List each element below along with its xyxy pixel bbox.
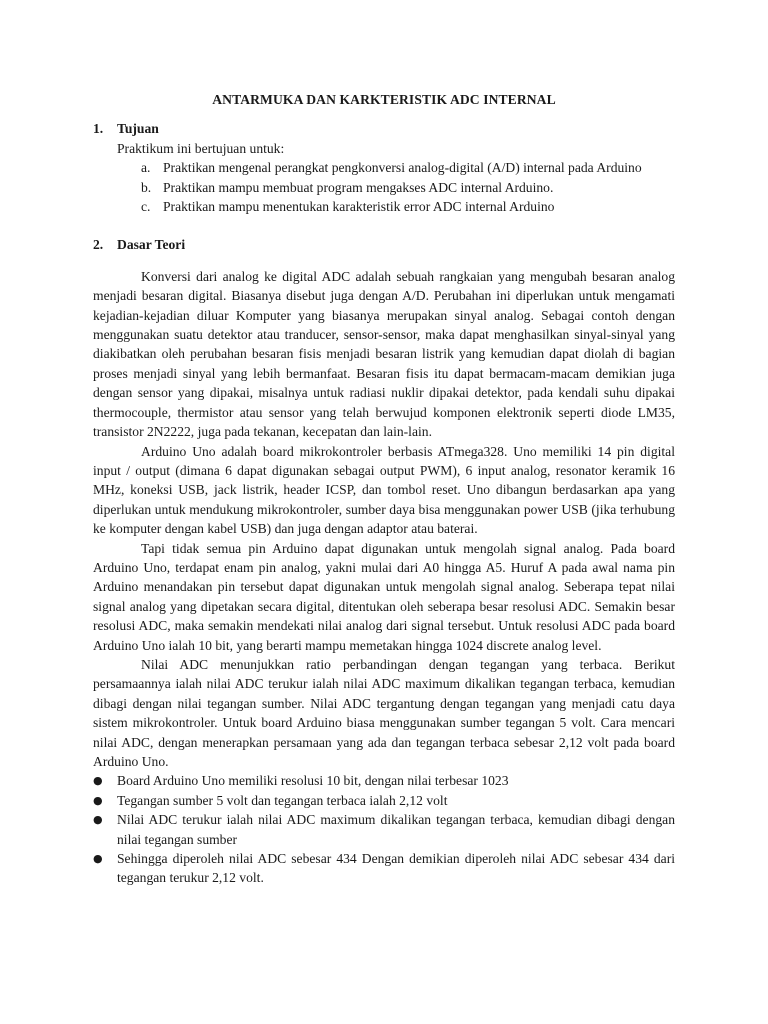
bullet-item [93,771,675,790]
bullet-text: Tegangan sumber 5 volt dan tegangan terbaca ialah 2,12 volt [117,792,448,808]
bullet-icon: ● [93,793,103,807]
body-paragraph: Arduino Uno adalah board mikrokontroler berbasis ATmega328. Uno memiliki 14 pin digital input / output (dimana 6 dapat digunakan sebagai output PWM), 6 input analog, resonator keramik 16 MHz, koneksi USB, jack listrik, header ICSP, dan tombol reset. Uno dibangun berdasarkan apa yang diperlukan untuk mendukung mikrokontroler, sumber daya bisa menggunakan power USB (jika terhubung ke komputer dengan kabel USB) dan juga dengan adaptor atau baterai. [93,443,675,537]
body-paragraph: Tapi tidak semua pin Arduino dapat digunakan untuk mengolah signal analog. Pada board Arduino Uno, terdapat enam pin analog, yakni mulai dari A0 hingga A5. Huruf A pada awal nama pin Arduino menandakan pin tersebut dapat digunakan untuk mengolah signal analog. Seberapa tepat nilai signal analog yang dipetakan secara digital, ditentukan oleh seberapa besar resolusi ADC. Semakin besar resolusi ADC, maka semakin mendekati nilai analog dari signal tersebut. Untuk resolusi ADC pada board Arduino Uno ialah 10 bit, yang berarti mampu memetakan hingga 1024 discrete analog level. [93,540,675,653]
list-item-text: Praktikan mampu membuat program mengakses ADC internal Arduino. [163,179,554,195]
bullet-icon: ● [93,774,103,788]
document-title: ANTARMUKA DAN KARKTERISTIK ADC INTERNAL [212,92,556,107]
list-marker: a. [141,160,151,176]
bullet-text: Nilai ADC terukur ialah nilai ADC maximum dikalikan tegangan terbaca, kemudian dibagi dengan nilai tegangan sumber [117,812,675,847]
list-marker: b. [141,179,152,195]
objectives-list [93,158,675,216]
section-number: 2. [93,237,104,253]
bullet-item [93,810,675,849]
list-item-text: Praktikan mampu menentukan karakteristik error ADC internal Arduino [163,199,555,215]
bullet-item [93,791,675,810]
body-paragraph: Konversi dari analog ke digital ADC adalah sebuah rangkaian yang mengubah besaran analog menjadi besaran digital. Biasanya disebut juga dengan A/D. Perubahan ini diperlukan untuk mengamati kejadian-kejadian diluar Komputer yang biasanya merupakan sinyal analog. Sebagai contoh dengan menggunakan suatu detektor atau tranducer, sensor-sensor, maka dapat menghasilkan sinyal-sinyal yang diakibatkan oleh perubahan besaran fisis menjadi besaran listrik yang kemudian dapat diolah di bagian proses menjadi sinyal yang lebih bermanfaat. Besaran fisis itu dapat bermacam-macam demikian juga dengan sensor yang dipakai, misalnya untuk radiasi nuklir dipakai detektor, pada kendali suhu dipakai thermocouple, thermistor atau sensor yang telah berwujud komponen elektronik seperti diode LM35, transistor 2N2222, juga pada tekanan, kecepatan dan lain-lain. [93,268,675,440]
bullet-icon: ● [93,813,103,827]
body-paragraph: Nilai ADC menunjukkan ratio perbandingan dengan tegangan yang terbaca. Berikut persamaannya ialah nilai ADC terukur ialah nilai ADC maximum dikalikan tegangan terbaca, kemudian dibagi dengan nilai tegangan sumber. Nilai ADC tergantung dengan tegangan yang menjadi catu daya sistem mikrokontroler. Untuk board Arduino biasa menggunakan sumber tegangan 5 volt. Cara mencari nilai ADC, dengan menerapkan persamaan yang ada dan tegangan terbaca sebesar 2,12 volt pada board Arduino Uno. [93,656,675,769]
list-marker: c. [141,199,151,215]
bullet-item [93,849,675,888]
section-number: 1. [93,121,104,137]
list-item [93,158,675,177]
section-title: Dasar Teori [117,237,186,253]
section-heading-dasar-teori [93,235,675,254]
list-item [93,178,675,197]
bullet-text: Board Arduino Uno memiliki resolusi 10 bit, dengan nilai terbesar 1023 [117,773,509,789]
list-item [93,197,675,216]
bullet-text: Sehingga diperoleh nilai ADC sebesar 434 Dengan demikian diperoleh nilai ADC sebesar 434 dari tegangan terukur 2,12 volt. [117,851,675,886]
list-item-text: Praktikan mengenal perangkat pengkonversi analog-digital (A/D) internal pada Arduino [163,160,642,176]
section-title: Tujuan [117,121,159,137]
bullet-icon: ● [93,852,103,866]
section-heading-tujuan [93,119,675,138]
section-intro: Praktikum ini bertujuan untuk: [117,140,285,156]
bullet-list [93,771,675,887]
